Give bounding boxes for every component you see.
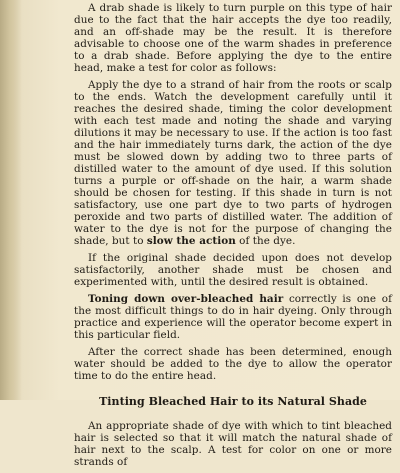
paragraph-original-shade bbox=[74, 252, 392, 288]
paragraph-drab-shade bbox=[74, 2, 392, 74]
paragraph-text: An appropriate shade of dye with which to tint bleached hair is selected so that it will match the natural shade of hair next to the scalp. A test for color on one or more strands of bbox=[74, 420, 392, 468]
paragraph-text: correctly is one of the most difficult things to do in hair dyeing. Only through practice and experience will the operator become expert in this particular field. bbox=[74, 293, 393, 341]
bold-phrase: slow the action bbox=[146, 235, 236, 247]
paragraph-text: If the original shade decided upon does not develop satisfactorily, another shade must be chosen and experimented with, until the desired result is obtained. bbox=[74, 252, 392, 288]
paragraph-text: After the correct shade has been determined, enough water should be added to the dye to allow the operator time to do the entire head. bbox=[74, 346, 392, 382]
page-gutter bbox=[0, 0, 22, 400]
paragraph-text: A drab shade is likely to turn purple on this type of hair due to the fact that the hair accepts the dye too readily, and an off-shade may be the result. It is therefore advisable to choose one of the warm shades in preference to a drab shade. Before applying the dye to the entire head, make a test for color as follows: bbox=[74, 2, 392, 74]
paragraph-toning-down bbox=[74, 293, 392, 341]
paragraph-correct-shade bbox=[74, 346, 392, 382]
bold-lead-in: Toning down over-bleached hair bbox=[88, 293, 284, 305]
paragraph-apply-dye bbox=[74, 79, 392, 247]
paragraph-appropriate-shade bbox=[74, 420, 392, 468]
section-heading: Tinting Bleached Hair to its Natural Shade bbox=[99, 395, 367, 408]
page-text bbox=[74, 2, 392, 473]
paragraph-text: Apply the dye to a strand of hair from the roots or scalp to the ends. Watch the development carefully until it reaches the desired shade, timing the color development with each test made and noting the shade and varying dilutions it may be necessary to use. If the action is too fast and the hair immediately turns dark, the action of the dye must be slowed down by adding two to three parts of distilled water to the amount of dye used. If this solution turns a purple or off-shade on the hair, a warm shade should be chosen for testing. If this shade in turn is not satisfactory, use one part dye to two parts of hydrogen peroxide and two parts of distilled water. The addition of water to the dye is not for the purpose of changing the shade, but to bbox=[74, 79, 392, 247]
paragraph-text-after: of the dye. bbox=[239, 235, 296, 247]
